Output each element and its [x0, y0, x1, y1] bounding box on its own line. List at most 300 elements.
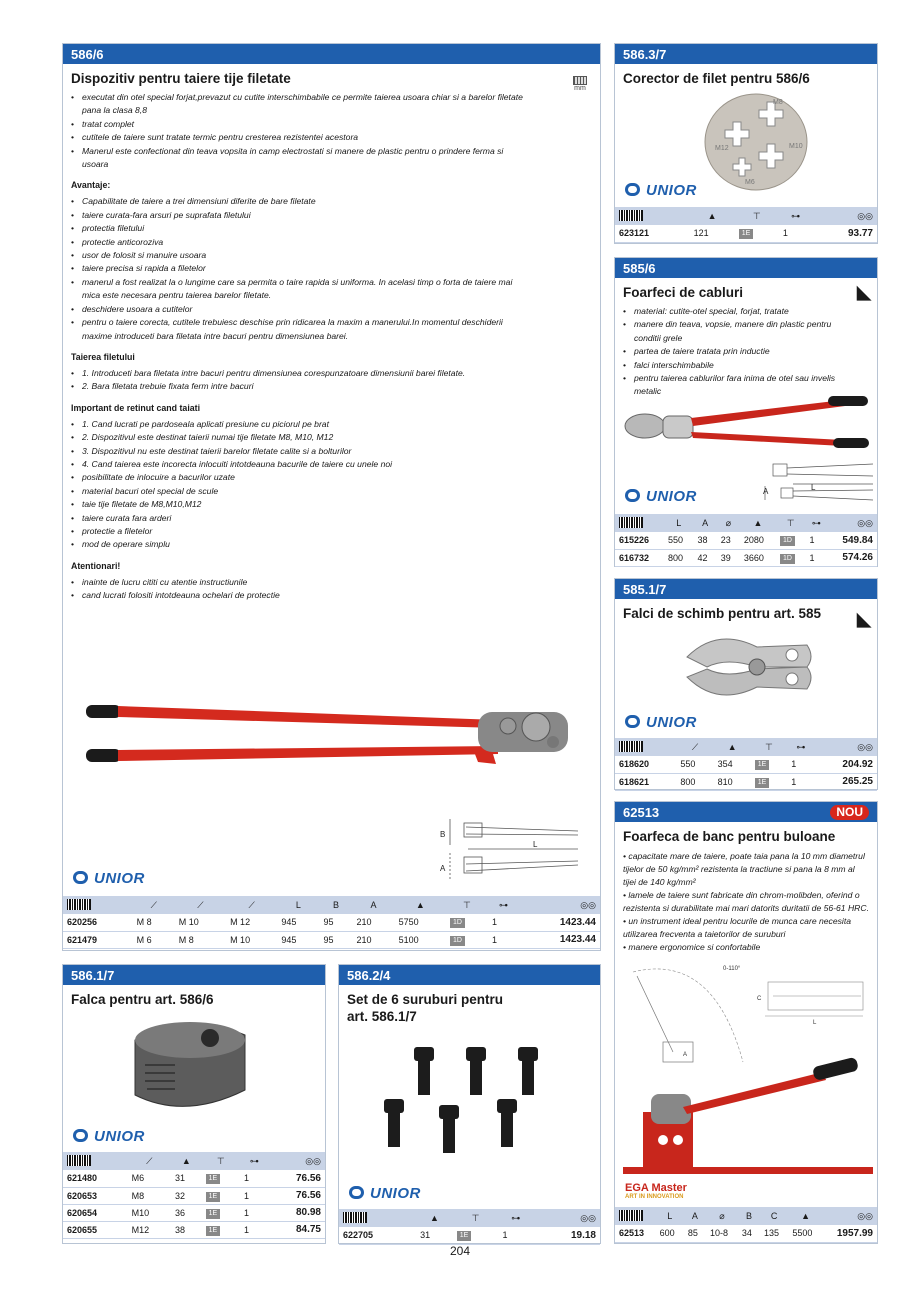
unior-logo — [625, 182, 697, 199]
list-item: • Capabilitate de taiere a trei dimensiuni diferite de bare filetate — [71, 195, 525, 208]
col-l: L — [656, 1207, 684, 1225]
product-title — [339, 985, 600, 1027]
paragraph: • manere ergonomice si confortabile — [623, 942, 761, 952]
cell: M 10 — [175, 914, 226, 931]
list-item: • manerul a fost realizat la o lungime care sa permita o taire rapida si uniforma. In acelasi timp o forta de taiere mai mica este necesara pentru taierea barelor filetate. — [71, 276, 525, 303]
die-label-m12: M12 — [715, 145, 729, 152]
section-heading: Important de retinut cand taiati — [71, 402, 201, 413]
package-code: 1E — [206, 1174, 221, 1184]
list-item: • cutitele de taiere sunt tratate termic pentru cresterea rezistentei acestora — [71, 131, 525, 144]
package-badge — [202, 1170, 240, 1187]
price: 93.77 — [812, 225, 877, 242]
cell: 1 — [805, 549, 827, 566]
cell: 1 — [498, 1227, 532, 1244]
package-badge — [202, 1221, 240, 1238]
barcode-icon — [615, 738, 676, 756]
weight-icon: ▲ — [416, 1209, 453, 1227]
list-item: • 4. Cand taierea este incorecta inlocuiti intotdeauna bacurile de taiere cu unele noi — [71, 458, 555, 471]
cell: 210 — [352, 931, 394, 948]
cell: 31 — [416, 1227, 453, 1244]
brand-name: UNIOR — [646, 488, 697, 505]
card-header — [615, 258, 877, 278]
product-table — [615, 207, 877, 243]
cutting-icon: ◣ — [857, 282, 871, 302]
card-header — [63, 44, 600, 64]
product-title: Falci de schimb pentru art. 585 — [623, 606, 822, 621]
advantages-list — [63, 193, 533, 342]
threaded-rod-cutter-image — [78, 694, 588, 784]
article-code: 616732 — [615, 549, 664, 566]
section-heading: Atentionari! — [71, 560, 121, 571]
product-table — [615, 514, 877, 567]
list-item: • taiere curata fara arderi — [71, 512, 555, 525]
card-header — [615, 802, 877, 822]
quantity-icon: ⊶ — [488, 896, 519, 914]
weight-icon: ▲ — [788, 1207, 822, 1225]
cell: 1 — [779, 225, 812, 242]
cell: 600 — [656, 1225, 684, 1242]
package-code: 1D — [450, 936, 465, 946]
product-title: Foarfeci de cabluri — [623, 285, 744, 300]
unior-logo — [73, 870, 145, 887]
price-icon: ◎◎ — [823, 1207, 877, 1225]
brand-name: UNIOR — [370, 1185, 421, 1202]
package-code: 1D — [780, 554, 795, 564]
cell: 1 — [805, 532, 827, 549]
cell: 550 — [676, 756, 713, 773]
table-row — [63, 1204, 325, 1221]
col-a: A — [694, 514, 717, 532]
price: 1423.44 — [519, 931, 600, 948]
cell: 135 — [760, 1225, 788, 1242]
package-code: 1E — [739, 229, 754, 239]
cell: 36 — [171, 1204, 202, 1221]
unior-logo — [349, 1185, 421, 1202]
product-title: Corector de filet pentru 586/6 — [623, 71, 810, 86]
diameter-icon: ⌀ — [717, 514, 740, 532]
article-code: 618621 — [615, 773, 676, 790]
unit-label: mm — [574, 85, 586, 92]
cell: 5100 — [395, 931, 446, 948]
product-table — [339, 1209, 600, 1245]
dimension-l-label: L — [813, 1020, 817, 1026]
product-card-62513 — [614, 801, 878, 1244]
cell: 38 — [694, 532, 717, 549]
list-item: • falci interschimbabile — [623, 359, 857, 372]
price-icon: ◎◎ — [269, 1152, 325, 1170]
list-item: • cand lucrati folositi intotdeauna ochelari de protectie — [71, 589, 555, 602]
product-card-586-6 — [62, 43, 601, 951]
cell: M 12 — [226, 914, 277, 931]
cell: 32 — [171, 1187, 202, 1204]
product-card-586-3-7 — [614, 43, 878, 244]
cell: 945 — [277, 931, 319, 948]
table-row — [615, 225, 877, 242]
unit-mm-icon — [573, 76, 587, 92]
cell: 945 — [277, 914, 319, 931]
cell: 23 — [717, 532, 740, 549]
diameter-icon: ⌀ — [706, 1207, 738, 1225]
cell: M 10 — [226, 931, 277, 948]
package-code: 1E — [206, 1226, 221, 1236]
article-code: 622705 — [339, 1227, 416, 1244]
card-header — [615, 579, 877, 599]
cell: M 8 — [175, 931, 226, 948]
cell: 1 — [240, 1170, 269, 1187]
die-label-m10: M10 — [789, 143, 803, 150]
brand-name: UNIOR — [94, 1128, 145, 1145]
barcode-icon — [63, 896, 133, 914]
angle-label: 0-110° — [723, 966, 741, 972]
price: 1423.44 — [519, 914, 600, 931]
cell: M 8 — [133, 914, 175, 931]
cell: M8 — [128, 1187, 171, 1204]
egamaster-logo — [625, 1182, 687, 1200]
cell: M6 — [128, 1170, 171, 1187]
price-icon: ◎◎ — [815, 738, 877, 756]
package-badge — [446, 931, 488, 948]
barcode-icon — [615, 1207, 656, 1225]
size-icon: ⟋ — [226, 896, 277, 914]
price: 204.92 — [815, 756, 877, 773]
price: 265.25 — [815, 773, 877, 790]
article-code: 615226 — [615, 532, 664, 549]
size-icon: ⟋ — [128, 1152, 171, 1170]
package-badge — [751, 756, 787, 773]
list-item: • protectia filetului — [71, 222, 525, 235]
package-badge — [202, 1187, 240, 1204]
package-code: 1E — [755, 778, 770, 788]
article-code: 620655 — [63, 1221, 128, 1238]
bench-bolt-cutter-image — [623, 962, 873, 1182]
screws-set-image — [379, 1043, 559, 1168]
ega-tagline: ART IN INNOVATION — [625, 1194, 684, 1200]
cell: 95 — [320, 931, 353, 948]
table-header — [615, 738, 877, 756]
product-card-585-6 — [614, 257, 878, 567]
card-header — [339, 965, 600, 985]
col-b: B — [320, 896, 353, 914]
col-a: A — [352, 896, 394, 914]
weight-icon: ▲ — [714, 738, 751, 756]
list-item: • deschidere usoara a cutitelor — [71, 303, 525, 316]
brand-name: UNIOR — [646, 714, 697, 731]
article-code: 621479 — [63, 931, 133, 948]
article-code: 618620 — [615, 756, 676, 773]
brand-name: UNIOR — [94, 870, 145, 887]
price: 76.56 — [269, 1170, 325, 1187]
package-code: 1E — [206, 1192, 221, 1202]
section-heading: Taierea filetului — [71, 351, 135, 362]
list-item: • pentru o taiere corecta, cutitele trebuiesc deschise prin ridicarea la maxim a manerului.In momentul deschiderii maxime introduceti bara filetata intre bacuri pentru dimensiunea barei. — [71, 316, 525, 343]
package-icon: ⊤ — [202, 1152, 240, 1170]
package-code: 1D — [780, 536, 795, 546]
unior-logo — [625, 714, 697, 731]
cutting-icon: ◣ — [857, 609, 871, 629]
quantity-icon: ⊶ — [787, 738, 814, 756]
die-label-m6: M6 — [745, 179, 755, 186]
table-row — [339, 1227, 600, 1244]
list-item: • 1. Introduceti bara filetata intre bacuri pentru dimensiunea corespunzatoare dimensiunii barei filetate. — [71, 367, 555, 380]
new-badge: NOU — [830, 805, 869, 820]
cell: 121 — [690, 225, 735, 242]
package-icon: ⊤ — [751, 738, 787, 756]
package-badge — [453, 1227, 499, 1244]
product-code: 586.1/7 — [71, 967, 115, 983]
price-icon: ◎◎ — [533, 1209, 600, 1227]
package-icon: ⊤ — [735, 207, 779, 225]
list-item: • mod de operare simplu — [71, 538, 555, 551]
cell: 1 — [240, 1221, 269, 1238]
col-b: B — [738, 1207, 760, 1225]
die-label-m8: M8 — [773, 99, 783, 106]
price-icon: ◎◎ — [519, 896, 600, 914]
package-badge — [446, 914, 488, 931]
price: 574.26 — [827, 549, 877, 566]
cell: 1 — [488, 931, 519, 948]
product-card-585-1-7 — [614, 578, 878, 790]
package-badge — [751, 773, 787, 790]
cell: 31 — [171, 1170, 202, 1187]
weight-icon: ▲ — [740, 514, 776, 532]
important-list — [63, 416, 563, 552]
description — [615, 847, 877, 954]
cell: 85 — [684, 1225, 706, 1242]
list-item: • 1. Cand lucrati pe pardoseala aplicati presiune cu piciorul pe brat — [71, 418, 555, 431]
package-icon: ⊤ — [776, 514, 806, 532]
col-l: L — [277, 896, 319, 914]
list-item: • inainte de lucru cititi cu atentie instructiunile — [71, 576, 555, 589]
article-code: 62513 — [615, 1225, 656, 1242]
cell: 800 — [676, 773, 713, 790]
table-row — [63, 914, 600, 931]
list-item: • 3. Dispozitivul nu este destinat taierii barelor filetate calite si a bolturilor — [71, 445, 555, 458]
cell: 1 — [240, 1187, 269, 1204]
table-header — [615, 207, 877, 225]
paragraph: • un instrument ideal pentru locurile de munca care necesita utilizarea frecventa a taietorilor de suruburi — [623, 916, 852, 939]
list-item: • protectie a filetelor — [71, 525, 555, 538]
table-header — [63, 1152, 325, 1170]
table-row — [615, 773, 877, 790]
price: 76.56 — [269, 1187, 325, 1204]
product-card-586-1-7 — [62, 964, 326, 1244]
cell: M10 — [128, 1204, 171, 1221]
cell: 1 — [787, 756, 814, 773]
price: 549.84 — [827, 532, 877, 549]
table-header — [615, 514, 877, 532]
feature-list — [615, 303, 865, 399]
size-icon: ⟋ — [175, 896, 226, 914]
product-title: Foarfeca de banc pentru buloane — [623, 829, 836, 844]
size-icon: ⟋ — [676, 738, 713, 756]
cell: 34 — [738, 1225, 760, 1242]
cell: 5750 — [395, 914, 446, 931]
cell: 1 — [787, 773, 814, 790]
table-header — [63, 896, 600, 914]
table-row — [63, 1187, 325, 1204]
list-item: • manere din teava, vopsie, manere din plastic pentru conditii grele — [623, 318, 857, 345]
product-table — [615, 1207, 877, 1243]
feature-list — [63, 89, 533, 171]
package-code: 1E — [755, 760, 770, 770]
article-code: 620256 — [63, 914, 133, 931]
table-header — [339, 1209, 600, 1227]
card-header — [63, 965, 325, 985]
card-header — [615, 44, 877, 64]
list-item: • partea de taiere tratata prin inductie — [623, 345, 857, 358]
list-item: • pentru taierea cablurilor fara inima de otel sau invelis metalic — [623, 372, 857, 399]
list-item: • taiere precisa si rapida a filetelor — [71, 262, 525, 275]
table-row — [615, 1225, 877, 1242]
price: 19.18 — [533, 1227, 600, 1244]
dimension-a-label: A — [440, 864, 446, 873]
list-item: • usor de folosit si manuire usoara — [71, 249, 525, 262]
barcode-icon — [615, 514, 664, 532]
dimension-a-label: A — [683, 1052, 688, 1058]
table-row — [615, 549, 877, 566]
package-icon: ⊤ — [446, 896, 488, 914]
list-item: • material bacuri otel special de scule — [71, 485, 555, 498]
cell: 810 — [714, 773, 751, 790]
cell: 3660 — [740, 549, 776, 566]
list-item: • posibilitate de inlocuire a bacurilor uzate — [71, 471, 555, 484]
product-title: Falca pentru art. 586/6 — [71, 992, 214, 1007]
paragraph: • capacitate mare de taiere, poate taia pana la 10 mm diametrul tijelor de 50 kg/mm² rezistenta la tractiune si pana la 8 mm al tijei de 140 kg/mm² — [623, 851, 865, 887]
quantity-icon: ⊶ — [240, 1152, 269, 1170]
dimension-l-label: L — [811, 483, 816, 492]
cell: 39 — [717, 549, 740, 566]
unior-logo — [73, 1128, 145, 1145]
list-item: • material: cutite-otel special, forjat, tratate — [623, 305, 857, 318]
cell: M 6 — [133, 931, 175, 948]
table-row — [615, 532, 877, 549]
paragraph: • lamele de taiere sunt fabricate din chrom-molibden, oferind o rezistenta si durabilitate mai mari datorits duritatii de 56-61 HRC. — [623, 890, 869, 913]
package-icon: ⊤ — [453, 1209, 499, 1227]
barcode-icon — [339, 1209, 416, 1227]
weight-icon: ▲ — [395, 896, 446, 914]
cell: 800 — [664, 549, 694, 566]
product-card-586-2-4 — [338, 964, 601, 1244]
price: 84.75 — [269, 1221, 325, 1238]
col-a: A — [684, 1207, 706, 1225]
product-code: 585/6 — [623, 260, 656, 276]
product-code: 585.1/7 — [623, 581, 667, 597]
cell: 1 — [240, 1204, 269, 1221]
article-code: 620654 — [63, 1204, 128, 1221]
replacement-jaws-image — [677, 627, 817, 707]
table-row — [615, 756, 877, 773]
cell: 95 — [320, 914, 353, 931]
quantity-icon: ⊶ — [805, 514, 827, 532]
package-badge — [776, 532, 806, 549]
unior-logo — [625, 488, 697, 505]
product-title: Dispozitiv pentru taiere tije filetate — [71, 71, 291, 86]
product-table — [63, 896, 600, 949]
cutting-jaw-image — [125, 1010, 255, 1120]
barcode-icon — [615, 207, 690, 225]
col-l: L — [664, 514, 694, 532]
list-item: • taie tije filetate de M8,M10,M12 — [71, 498, 555, 511]
col-c: C — [760, 1207, 788, 1225]
quantity-icon: ⊶ — [498, 1209, 532, 1227]
cell: 38 — [171, 1221, 202, 1238]
title-line: Set de 6 suruburi pentru — [347, 992, 504, 1007]
dimension-a-label: A — [763, 487, 769, 496]
cell: 5500 — [788, 1225, 822, 1242]
title-line: art. 586.1/7 — [347, 1009, 417, 1024]
thread-die-image — [703, 92, 809, 192]
table-row — [63, 931, 600, 948]
weight-icon: ▲ — [171, 1152, 202, 1170]
weight-icon: ▲ — [690, 207, 735, 225]
product-code: 586.2/4 — [347, 967, 391, 983]
cutting-list — [63, 365, 563, 394]
package-code: 1E — [457, 1231, 472, 1241]
product-code: 586/6 — [71, 46, 104, 62]
dimension-c-label: C — [757, 996, 762, 1002]
cable-cutter-image — [623, 396, 873, 456]
package-badge — [202, 1204, 240, 1221]
product-code: 62513 — [623, 804, 660, 820]
cell: 550 — [664, 532, 694, 549]
article-code: 620653 — [63, 1187, 128, 1204]
cell: 42 — [694, 549, 717, 566]
brand-name: UNIOR — [646, 182, 697, 199]
list-item: • 2. Bara filetata trebuie fixata ferm intre bacuri — [71, 380, 555, 393]
price: 80.98 — [269, 1204, 325, 1221]
cell: 2080 — [740, 532, 776, 549]
table-row — [63, 1170, 325, 1187]
cell: 10-8 — [706, 1225, 738, 1242]
dimension-diagram — [438, 809, 583, 894]
table-header — [615, 1207, 877, 1225]
package-code: 1E — [206, 1209, 221, 1219]
table-row — [63, 1221, 325, 1238]
cell: M12 — [128, 1221, 171, 1238]
package-code: 1D — [450, 918, 465, 928]
list-item: • tratat complet — [71, 118, 525, 131]
article-code: 621480 — [63, 1170, 128, 1187]
product-code: 586.3/7 — [623, 46, 667, 62]
warnings-list — [63, 574, 563, 603]
package-badge — [735, 225, 779, 242]
list-item: • taiere curata-fara arsuri pe suprafata filetului — [71, 209, 525, 222]
list-item: • protectie anticoroziva — [71, 236, 525, 249]
list-item: • executat din otel special forjat,prevazut cu cutite interschimbabile ce permite taierea usoara chiar si a barelor filetate pana la clasa 8,8 — [71, 91, 525, 118]
price-icon: ◎◎ — [812, 207, 877, 225]
ega-brand: EGA Master — [625, 1182, 687, 1194]
cell: 354 — [714, 756, 751, 773]
dimension-diagram — [763, 460, 875, 504]
article-code: 623121 — [615, 225, 690, 242]
product-table — [615, 738, 877, 791]
dimension-b-label: B — [440, 830, 446, 839]
size-icon: ⟋ — [133, 896, 175, 914]
price-icon: ◎◎ — [827, 514, 877, 532]
price: 1957.99 — [823, 1225, 877, 1242]
cell: 1 — [488, 914, 519, 931]
quantity-icon: ⊶ — [779, 207, 812, 225]
barcode-icon — [63, 1152, 128, 1170]
section-heading: Avantaje: — [71, 180, 111, 191]
page-number: 204 — [449, 1244, 471, 1258]
list-item: • Manerul este confectionat din teava vopsita in camp electrostati si manere de plastic pentru o prindere ferma si usoara — [71, 145, 525, 172]
cell: 210 — [352, 914, 394, 931]
dimension-l-label: L — [533, 840, 538, 849]
list-item: • 2. Dispozitivul este destinat taierii numai tije filetate M8, M10, M12 — [71, 431, 555, 444]
package-badge — [776, 549, 806, 566]
product-table — [63, 1152, 325, 1239]
